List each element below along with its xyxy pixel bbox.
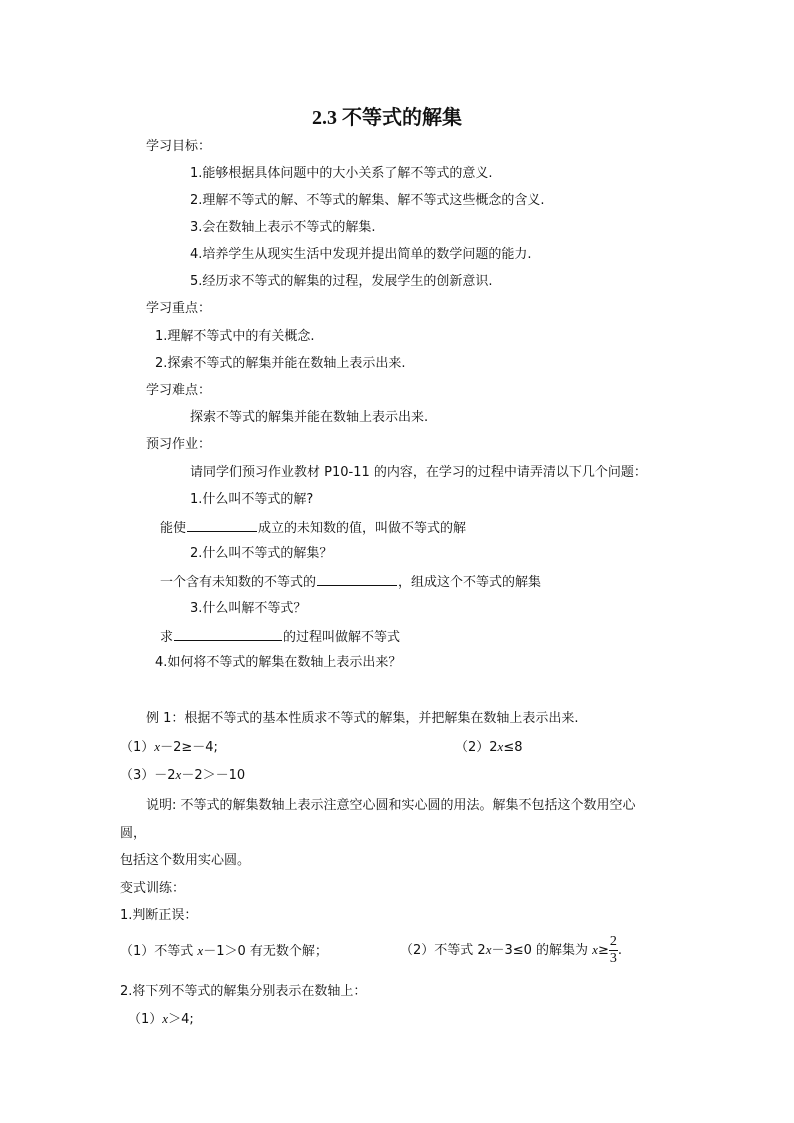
answer-text: 求 <box>160 630 174 645</box>
objective-item: 1.能够根据具体问题中的大小关系了解不等式的意义. <box>190 166 493 181</box>
math-var: x <box>197 943 204 958</box>
answer-text: 一个含有未知数的不等式的 <box>160 575 317 590</box>
fraction <box>609 934 618 967</box>
preview-question-1: 1.什么叫不等式的解? <box>190 492 314 507</box>
answer-blank[interactable] <box>187 518 257 532</box>
answer-text: 成立的未知数的值，叫做不等式的解 <box>258 521 467 536</box>
part-label: （3）－2 <box>120 768 176 783</box>
part-text: . <box>617 943 622 958</box>
answer-blank[interactable] <box>174 627 282 641</box>
preview-question-2: 2.什么叫不等式的解集？ <box>190 546 333 561</box>
part-text: －2≥－4; <box>160 740 218 755</box>
note-line: 说明: 不等式的解集数轴上表示注意空心圆和实心圆的用法。解集不包括这个数用空心 <box>146 798 636 813</box>
example-1-text: 例 1：根据不等式的基本性质求不等式的解集，并把解集在数轴上表示出来. <box>146 711 579 726</box>
preview-intro: 请同学们预习作业教材 P10-11 的内容，在学习的过程中请弄清以下几个问题： <box>190 465 647 480</box>
note-line: 圆， <box>120 826 147 841</box>
math-relation: ≥ <box>597 943 609 958</box>
key-points-heading: 学习重点： <box>146 301 212 316</box>
variation-2a <box>128 1010 194 1029</box>
objectives-heading: 学习目标： <box>146 139 212 154</box>
answer-blank[interactable] <box>317 572 397 586</box>
part-text: ≤8 <box>503 740 523 755</box>
math-var: x <box>485 942 492 957</box>
part-text: （1）不等式 <box>120 944 198 959</box>
part-label: （2）2 <box>455 740 498 755</box>
part-text: －2＞－10 <box>181 768 246 783</box>
key-point-item: 1.理解不等式中的有关概念. <box>155 329 315 344</box>
preview-question-3: 3.什么叫解不等式？ <box>190 601 307 616</box>
part-label: （1） <box>120 740 155 755</box>
part-text: －1＞0 有无数个解； <box>203 944 328 959</box>
part-text: ＞4; <box>168 1012 194 1027</box>
preview-answer-3 <box>160 627 400 647</box>
math-var: x <box>154 739 161 754</box>
fraction-numerator: 2 <box>609 934 617 949</box>
part-text: －3≤0 的解集为 <box>491 943 593 958</box>
preview-answer-1 <box>160 518 466 538</box>
objective-item: 3.会在数轴上表示不等式的解集. <box>190 220 376 235</box>
variation-1b <box>400 933 622 968</box>
note-line: 包括这个数用实心圆。 <box>120 853 251 868</box>
answer-text: 的过程叫做解不等式 <box>283 630 401 645</box>
objective-item: 2.理解不等式的解、不等式的解集、解不等式这些概念的含义. <box>190 193 545 208</box>
variation-question-1: 1.判断正误： <box>120 908 198 923</box>
fraction-denominator: 3 <box>609 951 617 966</box>
difficulty-text: 探索不等式的解集并能在数轴上表示出来. <box>190 410 429 425</box>
example-1-part-3 <box>120 766 245 785</box>
part-label: （1） <box>128 1012 163 1027</box>
preview-answer-2 <box>160 572 541 592</box>
math-var: x <box>175 767 182 782</box>
preview-question-4: 4.如何将不等式的解集在数轴上表示出来？ <box>155 655 402 670</box>
example-1-part-1 <box>120 738 218 757</box>
objective-item: 4.培养学生从现实生活中发现并提出简单的数学问题的能力. <box>190 247 532 262</box>
answer-text: 能使 <box>160 521 187 536</box>
key-point-item: 2.探索不等式的解集并能在数轴上表示出来. <box>155 356 406 371</box>
preview-heading: 预习作业： <box>146 437 212 452</box>
difficulty-heading: 学习难点： <box>146 383 212 398</box>
variation-question-2: 2.将下列不等式的解集分别表示在数轴上： <box>120 984 367 999</box>
part-text: （2）不等式 2 <box>400 943 486 958</box>
objective-item: 5.经历求不等式的解集的过程，发展学生的创新意识. <box>190 274 493 289</box>
example-1-part-2 <box>455 738 523 757</box>
math-var: x <box>162 1011 169 1026</box>
math-var: x <box>497 739 504 754</box>
variation-heading: 变式训练： <box>120 881 186 896</box>
variation-1a <box>120 942 328 961</box>
answer-text: ，组成这个不等式的解集 <box>398 575 542 590</box>
page-title: 2.3 不等式的解集 <box>312 107 462 129</box>
math-var: x <box>592 942 598 957</box>
